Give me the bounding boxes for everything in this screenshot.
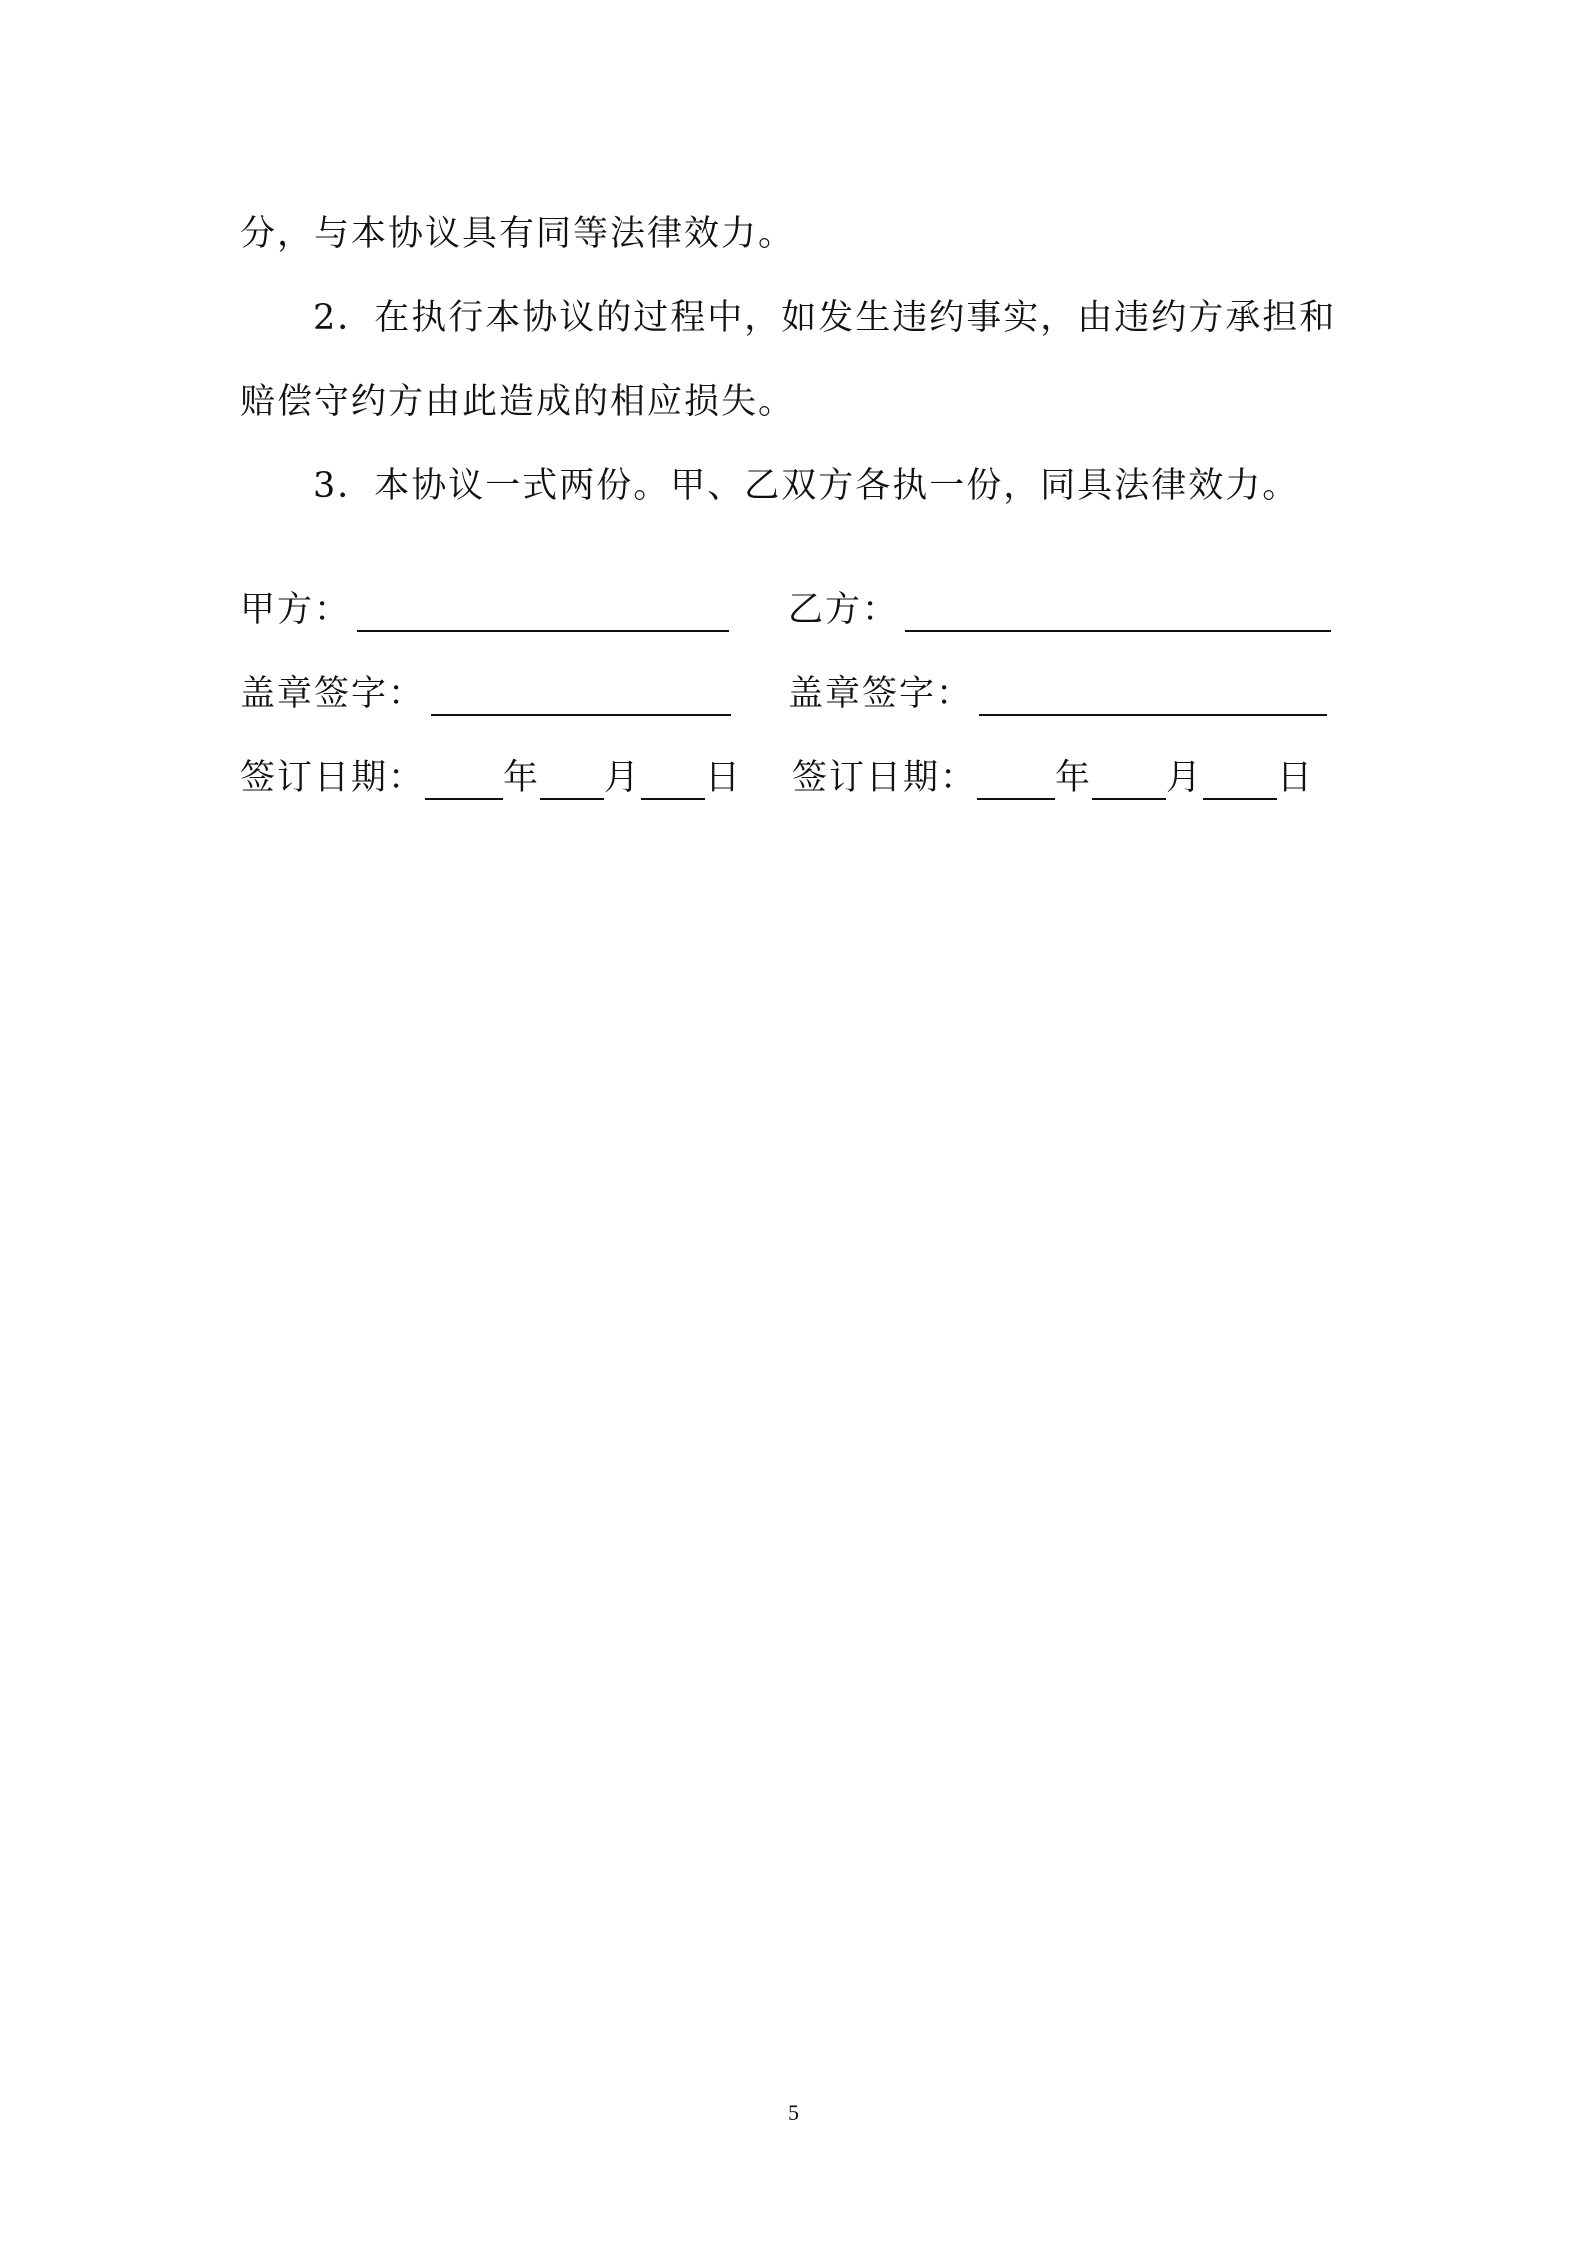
date-row: [240, 756, 1350, 806]
date-b-month-label: 月: [1166, 758, 1204, 798]
seal-b-label: 盖章签字：: [788, 674, 974, 714]
seal-a-field: [240, 672, 731, 716]
date-b-day-label: 日: [1277, 758, 1315, 798]
party-row: [240, 588, 1350, 638]
seal-a-label: 盖章签字：: [240, 674, 426, 714]
date-b-year-label: 年: [1055, 758, 1093, 798]
party-a-blank[interactable]: [357, 594, 729, 632]
date-a-month-blank[interactable]: [540, 762, 604, 800]
clause-2-line-2: 赔偿守约方由此造成的相应损失。: [240, 382, 796, 422]
date-a-year-blank[interactable]: [425, 762, 503, 800]
date-b-label: 签订日期：: [792, 758, 978, 798]
date-b-month-blank[interactable]: [1092, 762, 1166, 800]
seal-a-blank[interactable]: [431, 678, 731, 716]
party-a-label: 甲方：: [240, 590, 352, 630]
date-a-day-label: 日: [705, 758, 743, 798]
date-a-year-label: 年: [503, 758, 541, 798]
date-b-field: [792, 756, 1314, 800]
date-a-month-label: 月: [604, 758, 642, 798]
clause-3: 3．本协议一式两份。甲、乙双方各执一份，同具法律效力。: [313, 466, 1300, 506]
seal-row: [240, 672, 1350, 722]
seal-b-field: [788, 672, 1327, 716]
party-a-field: [240, 588, 729, 632]
date-a-field: [240, 756, 742, 800]
date-b-year-blank[interactable]: [977, 762, 1055, 800]
party-b-blank[interactable]: [905, 594, 1331, 632]
date-b-day-blank[interactable]: [1203, 762, 1277, 800]
clause-2-line-1: 2．在执行本协议的过程中，如发生违约事实，由违约方承担和: [313, 298, 1337, 338]
party-b-label: 乙方：: [788, 590, 900, 630]
party-b-field: [788, 588, 1331, 632]
date-a-day-blank[interactable]: [641, 762, 705, 800]
date-a-label: 签订日期：: [240, 758, 426, 798]
body-line-1: 分，与本协议具有同等法律效力。: [240, 214, 796, 254]
seal-b-blank[interactable]: [979, 678, 1327, 716]
page-number: 5: [788, 2100, 799, 2125]
